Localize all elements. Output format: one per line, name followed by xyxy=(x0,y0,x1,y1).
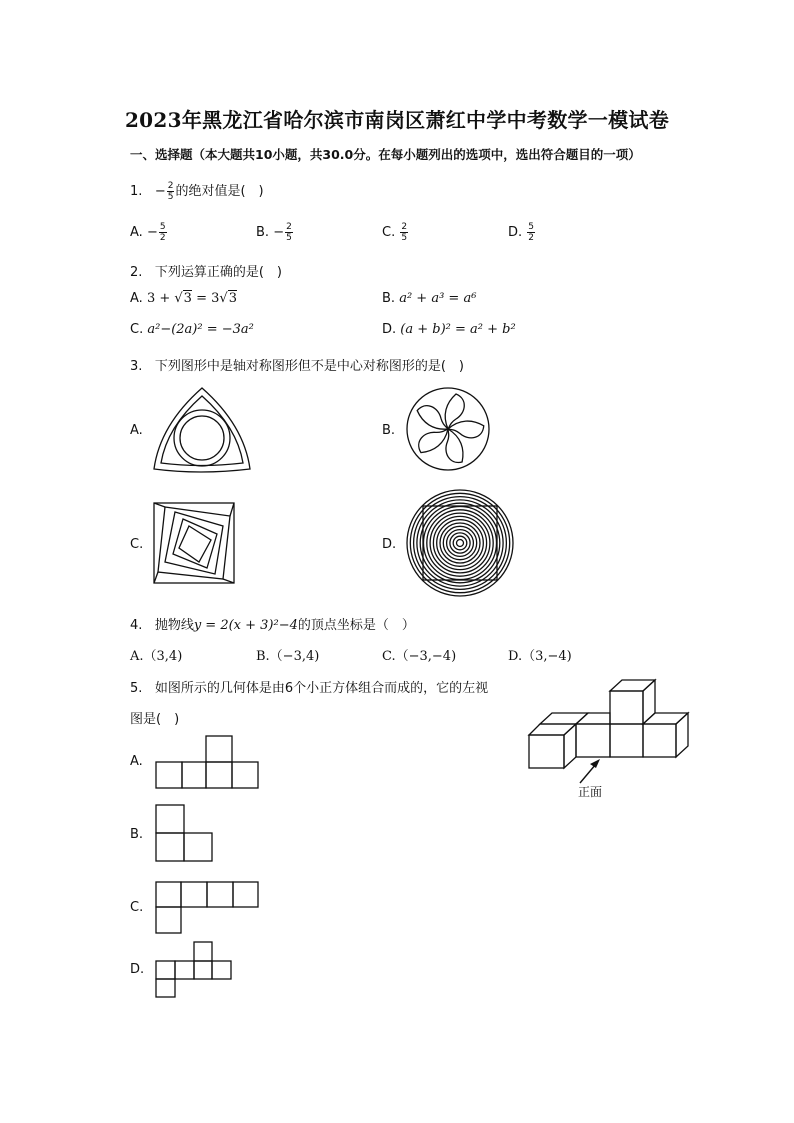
q4-option-c[interactable]: C.（−3,−4) xyxy=(382,649,457,664)
q2-text: 下列运算正确的是( ) xyxy=(154,265,282,280)
concentric-circles-figure xyxy=(405,488,515,598)
q3-text: 下列图形中是轴对称图形但不是中心对称图形的是( ) xyxy=(154,359,464,374)
q5-label-b[interactable]: B. xyxy=(130,827,144,842)
expr-part: 3 + xyxy=(146,291,175,306)
ring-circle xyxy=(424,507,497,580)
q1-frac-bot: 5 xyxy=(167,192,174,202)
option-label: C. xyxy=(382,225,396,240)
q1-neg: − xyxy=(154,184,166,199)
q5-option-c-view xyxy=(155,881,261,937)
frac-bot: 2 xyxy=(159,233,166,243)
q5-option-d-view xyxy=(155,941,235,999)
question-4 xyxy=(130,614,415,633)
option-expr: a² + a³ = a⁶ xyxy=(399,291,477,306)
q4-number: 4. xyxy=(130,618,143,633)
ring-circle xyxy=(443,526,476,559)
q1-fraction xyxy=(167,181,175,202)
q3-number: 3. xyxy=(130,359,143,374)
ring-circle xyxy=(447,530,474,557)
ring-circle xyxy=(414,497,507,590)
frac-top: 2 xyxy=(401,222,408,232)
section-heading: 一、选择题（本大题共10小题，共30.0分。在每小题列出的选项中，选出符合题目的一项） xyxy=(130,147,641,162)
q5-label-a[interactable]: A. xyxy=(130,754,143,769)
ring-circle xyxy=(420,503,500,583)
frac-top: 5 xyxy=(528,222,535,232)
option-label: C. xyxy=(130,322,144,337)
q3-label-d[interactable]: D. xyxy=(382,537,397,552)
q1-option-d[interactable] xyxy=(508,222,536,243)
option-label: D. xyxy=(508,225,523,240)
option-label: A. xyxy=(130,225,143,240)
option-sign: − xyxy=(273,225,285,240)
cube-assembly-figure xyxy=(528,678,692,802)
ring-circle xyxy=(453,536,467,550)
q1-option-a[interactable] xyxy=(130,222,168,243)
option-label: B. xyxy=(382,291,396,306)
ring-circle xyxy=(410,493,509,592)
q5-option-b-view xyxy=(155,804,215,864)
option-expr: a²−(2a)² = −3a² xyxy=(147,322,254,337)
q5-number: 5. xyxy=(130,681,143,696)
question-1 xyxy=(130,180,264,202)
expr-part: = 3 xyxy=(191,291,220,306)
frac-top: 2 xyxy=(286,222,292,232)
q5-option-a-view xyxy=(155,734,261,792)
frac-bot: 2 xyxy=(528,233,535,243)
ring-circle xyxy=(433,516,486,569)
q3-label-a[interactable]: A. xyxy=(130,423,143,438)
radicand: 3 xyxy=(183,291,192,306)
q1-option-b[interactable] xyxy=(256,222,294,243)
q4-expr: y = 2(x + 3)²−4 xyxy=(193,618,298,633)
q2-option-c[interactable] xyxy=(130,322,254,337)
front-label: 正面 xyxy=(578,785,603,799)
q5-label-c[interactable]: C. xyxy=(130,900,144,915)
q4-option-d[interactable]: D.（3,−4) xyxy=(508,649,572,664)
q5-label-d[interactable]: D. xyxy=(130,962,145,977)
frac-bot: 5 xyxy=(286,233,292,243)
pinwheel-circle-figure xyxy=(404,386,492,472)
nested-squares-figure xyxy=(153,502,235,584)
option-label: B. xyxy=(256,225,270,240)
q4-option-a[interactable]: A.（3,4) xyxy=(130,649,183,664)
question-3 xyxy=(130,355,464,374)
q2-option-b[interactable] xyxy=(382,291,476,306)
q4-option-b[interactable]: B.（−3,4) xyxy=(256,649,320,664)
q4-pre: 抛物线 xyxy=(154,618,194,633)
question-2 xyxy=(130,261,282,280)
question-5 xyxy=(130,677,488,696)
option-expr: (a + b)² = a² + b² xyxy=(400,322,516,337)
q5-line1: 如图所示的几何体是由6个小正方体组合而成的，它的左视 xyxy=(154,681,489,696)
q2-option-a[interactable]: A. 3 + √3 = 3√3 xyxy=(130,291,237,306)
q5-line2: 图是( ) xyxy=(130,712,180,727)
q4-post: 的顶点坐标是（ ） xyxy=(297,618,415,633)
option-label: D. xyxy=(382,322,397,337)
q1-frac-top: 2 xyxy=(167,181,174,191)
ring-circle xyxy=(457,540,464,547)
q1-number: 1. xyxy=(130,184,143,199)
q2-number: 2. xyxy=(130,265,143,280)
q1-text: 的绝对值是( ) xyxy=(175,184,264,199)
q3-label-b[interactable]: B. xyxy=(382,423,396,438)
frac-top: 5 xyxy=(159,222,166,232)
q1-option-c[interactable] xyxy=(382,222,409,243)
q2-option-d[interactable] xyxy=(382,322,516,337)
radicand: 3 xyxy=(228,291,237,306)
option-label: A. xyxy=(130,291,143,306)
q3-label-c[interactable]: C. xyxy=(130,537,144,552)
page-title: 2023年黑龙江省哈尔滨市南岗区萧红中学中考数学一模试卷 xyxy=(124,108,670,132)
frac-bot: 5 xyxy=(401,233,408,243)
triquetra-figure xyxy=(150,385,256,477)
option-sign: − xyxy=(146,225,158,240)
ring-circle xyxy=(430,513,490,573)
